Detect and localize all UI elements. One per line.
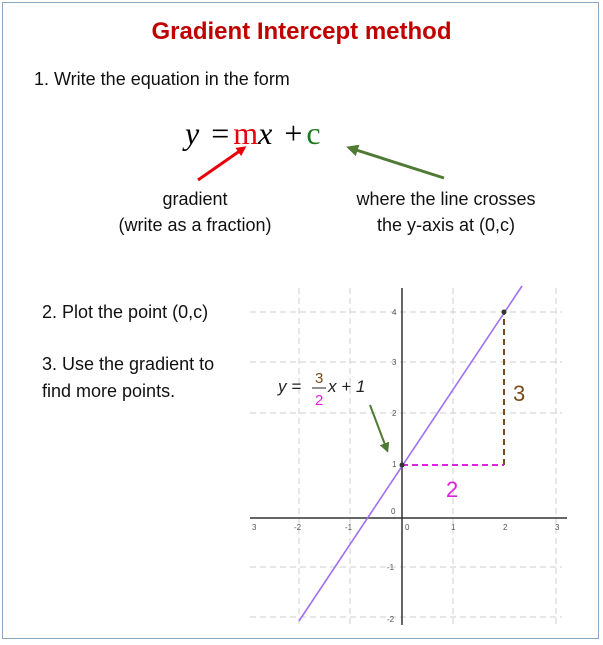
x-tick-label: -1: [345, 523, 353, 532]
line-label-arrow: [370, 405, 387, 450]
step-2-text: 2. Plot the point (0,c): [42, 302, 209, 322]
y-tick-label: 0: [391, 507, 396, 516]
x-tick-label: -2: [294, 523, 302, 532]
x-tick-label: 0: [405, 523, 410, 532]
equation-x: x: [258, 115, 273, 151]
step-3-text-line1: 3. Use the gradient to: [42, 354, 215, 374]
gradient-note-line2: (write as a fraction): [118, 215, 272, 235]
gradient-note-line1: gradient: [162, 189, 228, 209]
equation-m: m: [233, 115, 259, 151]
x-tick-label: 2: [503, 523, 508, 532]
x-tick-label: 3: [555, 523, 560, 532]
equation-y: y: [185, 115, 200, 151]
step-3-text-line2: find more points.: [42, 381, 176, 401]
second-point: [502, 310, 507, 315]
y-tick-label: 4: [392, 308, 397, 317]
y-tick-label: -1: [387, 563, 395, 572]
rise-label: 3: [513, 381, 526, 406]
y-tick-label: 1: [392, 460, 397, 469]
equation-equals: =: [211, 115, 230, 151]
intercept-note-line1: where the line crosses: [356, 189, 536, 209]
run-label: 2: [446, 477, 459, 502]
equation-c: c: [306, 115, 321, 151]
page-title: Gradient Intercept method: [151, 18, 452, 45]
line-label-denominator: 2: [315, 392, 324, 409]
line-label-numerator: 3: [315, 370, 324, 387]
intercept-note-line2: the y-axis at (0,c): [376, 215, 516, 235]
equation-plus: +: [284, 115, 303, 151]
y-tick-label: 3: [392, 358, 397, 367]
intercept-point: [400, 463, 405, 468]
y-tick-label: -2: [387, 615, 395, 624]
line-label-suffix: x + 1: [328, 377, 366, 396]
graph-grid: [250, 288, 562, 625]
step-1-text: 1. Write the equation in the form: [34, 69, 290, 89]
graph-line: [299, 286, 522, 621]
x-tick-label: 1: [451, 523, 456, 532]
line-label-prefix: y =: [278, 377, 302, 396]
line-equation-label: [277, 370, 365, 409]
x-tick-label: 3: [252, 523, 257, 532]
y-tick-label: 2: [392, 409, 397, 418]
